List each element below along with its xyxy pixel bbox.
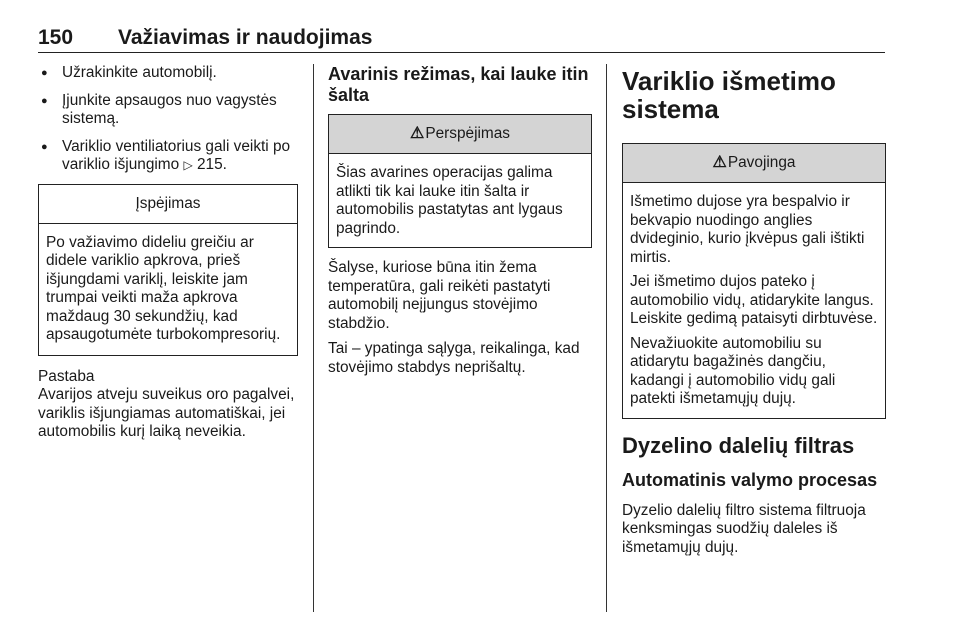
caution-title: Perspėjimas	[425, 125, 511, 142]
list-item: ● Užrakinkite automobilį.	[38, 64, 298, 83]
notice-text: Po važiavimo dideliu greičiu ar didele variklio apkrova, prieš išjungdami variklį, leiskite jam trumpai veikti maža apkrova maždaug 30 sekundžių, kad apsaugotumėte turbokompresorių.	[46, 233, 281, 343]
page-reference[interactable]: 215.	[196, 156, 227, 173]
note-text: Avarijos atveju suveikus oro pagalvei, variklis išjungiamas automatiškai, jei automobilis kurį laiką neveikia.	[38, 386, 295, 440]
column-3	[622, 67, 886, 557]
column-2	[328, 64, 592, 377]
section-heading: Variklio išmetimo sistema	[622, 66, 836, 124]
section-heading: Avarinis režimas, kai lauke itin šalta	[328, 64, 589, 105]
warning-triangle-icon: ⚠	[409, 125, 425, 142]
paragraph: Šalyse, kuriose būna itin žema temperatūra, gali reikėti pastatyti automobilį neįjungus stovėjimo stabdžio.	[328, 259, 551, 332]
danger-text: Išmetimo dujose yra bespalvio ir bekvapio nuodingo anglies dvideginio, kurio įkvėpus gali ištikti mirtis.	[630, 193, 865, 266]
paragraph: Tai – ypatinga sąlyga, reikalinga, kad stovėjimo stabdys neprišaltų.	[328, 340, 580, 376]
column-1	[38, 64, 298, 442]
list-item: ● Įjunkite apsaugos nuo vagystės sistemą.	[38, 92, 298, 129]
danger-box	[622, 143, 886, 419]
notice-title: Įspėjimas	[39, 185, 297, 224]
danger-text: Jei išmetimo dujos pateko į automobilio vidų, atidarykite langus. Leiskite gedimą pataisyti dirbtuvėse.	[630, 273, 878, 327]
column-divider-1	[313, 64, 314, 612]
note-title: Pastaba	[38, 367, 95, 385]
caution-box	[328, 114, 592, 248]
paragraph: Dyzelio dalelių filtro sistema filtruoja kenksmingas suodžių daleles iš išmetamųjų dujų.	[622, 501, 866, 556]
notice-box	[38, 184, 298, 356]
danger-title: Pavojinga	[727, 154, 796, 171]
column-divider-2	[606, 64, 607, 612]
page-header	[38, 22, 885, 53]
caution-header	[329, 115, 591, 154]
warning-triangle-icon: ⚠	[712, 154, 727, 171]
subsubsection-heading: Automatinis valymo procesas	[622, 469, 878, 490]
page-title: Važiavimas ir naudojimas	[118, 26, 373, 49]
danger-header	[623, 144, 885, 183]
page-number: 150	[38, 26, 74, 49]
subsection-heading: Dyzelino dalelių filtras	[622, 432, 855, 458]
caution-text: Šias avarines operacijas galima atlikti tik kai lauke itin šalta ir automobilis pastatytas ant lygaus pagrindo.	[336, 164, 563, 237]
bullet-list	[38, 64, 298, 175]
page-reference-arrow-icon: ▷	[183, 158, 193, 172]
danger-text: Nevažiuokite automobiliu su atidarytu bagažinės dangčiu, kadangi į automobilio vidų gali patekti išmetamųjų dujų.	[630, 334, 836, 407]
list-item: ● Variklio ventiliatorius gali veikti po variklio išjungimo ▷ 215.	[38, 138, 298, 175]
